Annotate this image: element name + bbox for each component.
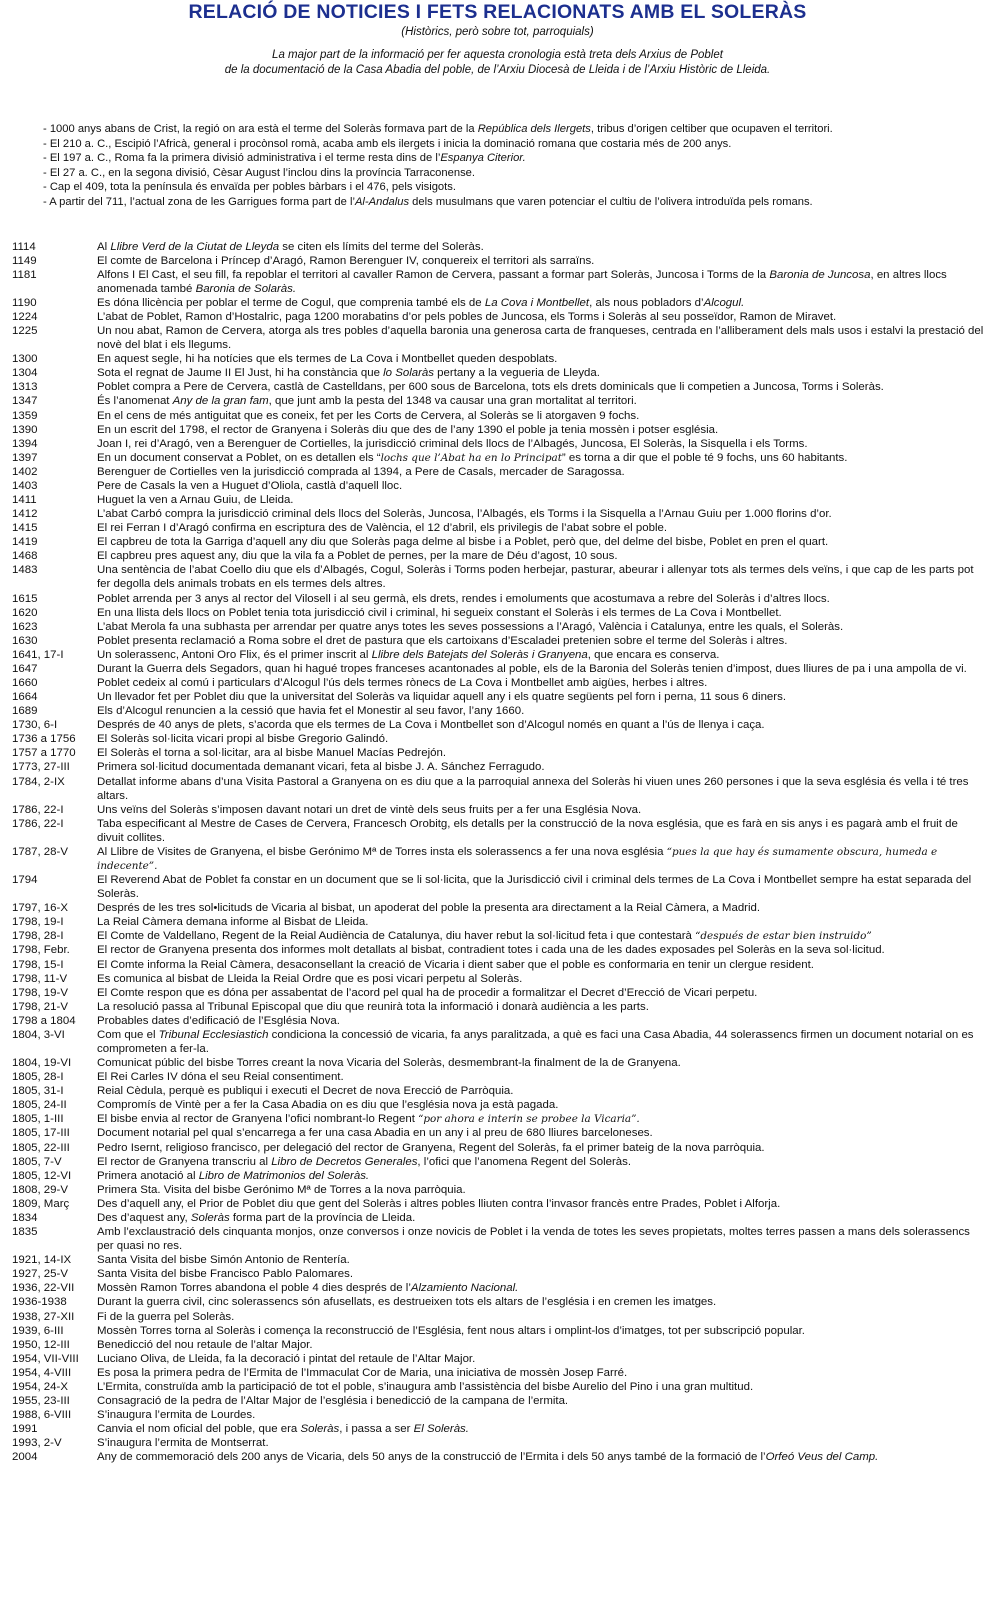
event-description: El rei Ferran I d’Aragó confirma en escriptura des de València, el 12 d’abril, els privilegis de l’abat sobre el poble. <box>97 522 668 535</box>
event-date: 1809, Març <box>12 1197 70 1210</box>
event-date: 1798, 19-V <box>12 986 68 999</box>
chronology-row <box>12 845 992 873</box>
chronology-row <box>12 1324 992 1338</box>
event-description: L’abat Carbó compra la jurisdicció criminal dels llocs del Soleràs, Juncosa, l’Albagés, els Torms i la Sisquella a l’Arnau Guiu per 1.000 florins d’or. <box>97 508 832 521</box>
chronology-row <box>12 1450 992 1464</box>
event-date: 1689 <box>12 705 38 718</box>
event-description: El Soleràs sol·licita vicari propi al bisbe Gregorio Galindó. <box>97 733 389 746</box>
chronology-row <box>12 718 992 732</box>
event-description: Luciano Oliva, de Lleida, fa la decoració i pintat del retaule de l’Altar Major. <box>97 1352 476 1365</box>
event-date: 1149 <box>12 254 37 267</box>
chronology-row <box>12 915 992 929</box>
event-description: Un nou abat, Ramon de Cervera, atorga als tres pobles d’aquella baronia una generosa carta de franqueses, centrada en l’alliberament dels mals usos i estalvi la prestació del novè del blat i els llegums. <box>97 325 984 352</box>
event-date: 1804, 19-VI <box>12 1057 72 1070</box>
chronology-row <box>12 324 992 352</box>
chronology-row <box>12 1098 992 1112</box>
event-description: És l’anomenat Any de la gran fam, que junt amb la pesta del 1348 va causar una gran mortalitat al territori. <box>97 395 637 408</box>
event-date: 1955, 23-III <box>12 1394 70 1407</box>
chronology-row <box>12 732 992 746</box>
event-description: Santa Visita del bisbe Francisco Pablo Palomares. <box>97 1268 353 1281</box>
event-description: Primera sol·licitud documentada demanant vicari, feta al bisbe J. A. Sánchez Ferragudo. <box>97 761 545 774</box>
chronology-row <box>12 1394 992 1408</box>
event-date: 1394 <box>12 437 38 450</box>
chronology-row <box>12 380 992 394</box>
prehistory-item: - A partir del 711, l’actual zona de les Garrigues forma part de l’Al-Andalus dels musulmans que varen potenciar el cultiu de l’olivera introduïda pels romans. <box>43 195 813 208</box>
chronology-row <box>12 1408 992 1422</box>
chronology-row <box>12 1422 992 1436</box>
event-date: 1805, 28-I <box>12 1071 64 1084</box>
event-description: Al Llibre de Visites de Granyena, el bisbe Gerónimo Mª de Torres insta els solerassencs a fer una nova església “pues la que hay és sumamente obscura, humeda e indecente”. <box>97 845 938 872</box>
event-description: La resolució passa al Tribunal Episcopal que diu que reunirà tota la informació i donarà audiència a les parts. <box>97 1000 649 1013</box>
event-description: Uns veïns del Soleràs s’imposen davant notari un dret de vintè dels seus fruits per a fer una Església Nova. <box>97 803 642 816</box>
event-date: 1797, 16-X <box>12 902 68 915</box>
event-description: Benedicció del nou retaule de l’altar Major. <box>97 1338 313 1351</box>
chronology-row <box>12 507 992 521</box>
event-description: Mossèn Ramon Torres abandona el poble 4 dies després de l’Alzamiento Nacional. <box>97 1282 519 1295</box>
event-description: Primera anotació al Libro de Matrimonios del Soleràs. <box>97 1169 370 1182</box>
event-date: 1954, 24-X <box>12 1380 68 1393</box>
event-date: 1623 <box>12 620 38 633</box>
event-date: 1805, 12-VI <box>12 1169 72 1182</box>
event-date: 1794 <box>12 874 38 887</box>
event-date: 1804, 3-VI <box>12 1028 65 1041</box>
event-description: Com que el Tribunal Ecclesiastich condiciona la concessió de vicaria, fa anys paralitzada, a què es faci una Casa Abadia, 44 solerassencs firmen un document notarial on es comprometen a fer-la. <box>97 1028 974 1056</box>
event-description: Berenguer de Cortielles ven la jurisdicció comprada al 1394, a Pere de Casals, mercader de Saragossa. <box>97 465 625 478</box>
chronology-row <box>12 1028 992 1056</box>
event-description: Mossèn Torres torna al Soleràs i comença la reconstrucció de l’Església, fent nous altars i omplint-los d’imatges, tot per subscripció popular. <box>97 1324 805 1337</box>
event-date: 1950, 12-III <box>12 1338 70 1351</box>
event-description: Comunicat públic del bisbe Torres creant la nova Vicaria del Soleràs, desmembrant-la finalment de la de Granyena. <box>97 1057 681 1070</box>
chronology-row <box>12 394 992 408</box>
page-header <box>0 0 995 78</box>
chronology-row <box>12 1211 992 1225</box>
event-description: En aquest segle, hi ha notícies que els termes de La Cova i Montbellet queden despoblats. <box>97 353 558 366</box>
event-date: 1798, Febr. <box>12 944 70 957</box>
event-date: 1483 <box>12 564 38 577</box>
chronology-row <box>12 479 992 493</box>
event-description: Alfons I El Cast, el seu fill, fa repoblar el territori al cavaller Ramon de Cervera, passant a formar part Soleràs, Juncosa i Torms de la Baronia de Juncosa, en altres llocs anomenada també Baronia de Solaràs. <box>97 268 947 295</box>
chronology-row <box>12 1014 992 1028</box>
chronology-row <box>12 1295 992 1309</box>
chronology-row <box>12 1112 992 1126</box>
event-date: 1347 <box>12 395 38 408</box>
event-description: El comte de Barcelona i Príncep d’Aragó, Ramon Berenguer IV, conquereix el territori als sarraïns. <box>97 254 595 267</box>
event-date: 1114 <box>12 240 36 253</box>
chronology-row <box>12 1225 992 1253</box>
event-date: 1736 a 1756 <box>12 733 76 746</box>
event-description: Reial Cèdula, perquè es publiqui i executi el Decret de nova Erecció de Parròquia. <box>97 1085 514 1098</box>
chronology-row <box>12 760 992 774</box>
event-description: Des d’aquell any, el Prior de Poblet diu que gent del Soleràs i altres pobles lliuten contra l’invasor francès entre Prades, Poblet i Alforja. <box>97 1197 781 1210</box>
chronology-row <box>12 240 992 254</box>
chronology-table <box>12 240 992 1465</box>
chronology-row <box>12 929 992 943</box>
event-date: 1412 <box>12 508 38 521</box>
chronology-row <box>12 1155 992 1169</box>
chronology-row <box>12 662 992 676</box>
event-description: En un escrit del 1798, el rector de Granyena i Soleràs diu que des de l’any 1390 el poble ja tenia mossèn i potser església. <box>97 423 719 436</box>
chronology-row <box>12 366 992 380</box>
event-description: Probables dates d’edificació de l’Església Nova. <box>97 1014 340 1027</box>
chronology-row <box>12 1366 992 1380</box>
event-description: L’Ermita, construïda amb la participació de tot el poble, s’inaugura amb l’assistència del bisbe Aurelio del Pino i una gran multitud. <box>97 1380 754 1393</box>
event-description: El Comte respon que es dóna per assabentat de l’acord pel qual ha de procedir a formalitzar el Decret d’Erecció de Vicari perpetu. <box>97 986 758 999</box>
event-date: 1225 <box>12 325 38 338</box>
event-date: 1936-1938 <box>12 1296 67 1309</box>
chronology-row <box>12 592 992 606</box>
event-description: Es dóna llicència per poblar el terme de Cogul, que comprenia també els de La Cova i Montbellet, als nous pobladors d’Alcogul. <box>97 296 745 309</box>
chronology-row <box>12 634 992 648</box>
event-description: Durant la Guerra dels Segadors, quan hi hagué tropes franceses acantonades al poble, els de la Baronia del Soleràs tenien d’impost, dues lliures de pa i una ampolla de vi. <box>97 662 967 675</box>
event-description: L’abat de Poblet, Ramon d’Hostalric, paga 1200 morabatins d’or pels pobles de Juncosa, els Torms i Soleràs al seu posseïdor, Ramon de Miravet. <box>97 310 837 323</box>
event-date: 1798, 19-I <box>12 916 64 929</box>
prehistory-item: - 1000 anys abans de Crist, la regió on ara està el terme del Soleràs formava part de la República dels Ilergets, tribus d’origen celtiber que ocupaven el territori. <box>43 123 833 135</box>
chronology-row <box>12 549 992 563</box>
chronology-row <box>12 437 992 451</box>
event-date: 1402 <box>12 465 38 478</box>
event-description: Un solerassenc, Antoni Oro Flix, és el primer inscrit al Llibre dels Batejats del Soleràs i Granyena, que encara es conserva. <box>97 648 720 661</box>
event-description: En un document conservat a Poblet, on es detallen els “lochs que l’Abat ha en lo Principat” es torna a dir que el poble té 9 fochs, uns 60 habitants. <box>97 451 848 464</box>
chronology-row <box>12 1169 992 1183</box>
event-description: El Comte informa la Reial Càmera, desaconsellant la creació de Vicaria i dient saber que el poble es conformaria en tenir un clergue resident. <box>97 958 814 971</box>
event-date: 1359 <box>12 409 38 422</box>
event-date: 1993, 2-V <box>12 1437 62 1450</box>
event-date: 1773, 27-III <box>12 761 70 774</box>
event-date: 1757 a 1770 <box>12 747 76 760</box>
event-description: Al Llibre Verd de la Ciutat de Lleyda se citen els límits del terme del Soleràs. <box>97 240 484 253</box>
chronology-row <box>12 704 992 718</box>
chronology-row <box>12 1056 992 1070</box>
chronology-row <box>12 1436 992 1450</box>
event-date: 1798, 28-I <box>12 930 64 943</box>
chronology-row <box>12 493 992 507</box>
event-description: Després de 40 anys de plets, s’acorda que els termes de La Cova i Montbellet son d’Alcogul només en quant a l’ús de llenya i caça. <box>97 719 765 732</box>
event-date: 1991 <box>12 1423 38 1436</box>
chronology-row <box>12 1070 992 1084</box>
event-description: El Rei Carles IV dóna el seu Reial consentiment. <box>97 1071 344 1084</box>
chronology-row <box>12 1000 992 1014</box>
chronology-row <box>12 986 992 1000</box>
chronology-row <box>12 958 992 972</box>
event-description: Taba especificant al Mestre de Cases de Cervera, Francesch Orobitg, els detalls per la construcció de la nova església, que es farà en sis anys i es pagarà amb el fruit de divuit collites. <box>97 817 958 844</box>
event-description: En el cens de més antiguitat que es coneix, fet per les Corts de Cervera, al Soleràs se li atorgaven 9 fochs. <box>97 409 640 422</box>
event-date: 1805, 22-III <box>12 1141 70 1154</box>
event-date: 1798, 15-I <box>12 958 64 971</box>
event-date: 1304 <box>12 367 38 380</box>
event-date: 1786, 22-I <box>12 803 64 816</box>
event-description: Compromís de Vintè per a fer la Casa Abadia on es diu que l’església nova ja està pagada. <box>97 1099 559 1112</box>
event-description: El capbreu pres aquest any, diu que la vila fa a Poblet de pernes, per la mare de Déu d’agost, 10 sous. <box>97 550 618 563</box>
event-description: L’abat Merola fa una subhasta per arrendar per quatre anys totes les seves possessions a l’Aragó, València i Catalunya, entre les quals, el Soleràs. <box>97 620 844 633</box>
event-description: Poblet compra a Pere de Cervera, castlà de Castelldans, per 600 sous de Barcelona, tots els drets dominicals que li competien a Juncosa, Torms i Soleràs. <box>97 381 884 394</box>
event-date: 1403 <box>12 479 38 492</box>
event-description: Es comunica al bisbat de Lleida la Reial Ordre que es posi vicari perpetu al Soleràs. <box>97 972 523 985</box>
chronology-row <box>12 1141 992 1155</box>
event-description: Canvia el nom oficial del poble, que era Soleràs, i passa a ser El Soleràs. <box>97 1423 469 1436</box>
event-description: Detallat informe abans d’una Visita Pastoral a Granyena on es diu que a la parroquial annexa del Soleràs hi viuen unes 260 persones i que la seva església és vella i té tres altars. <box>97 775 969 802</box>
event-description: El bisbe envia al rector de Granyena l’ofici nombrant-lo Regent “por ahora e interin se probee la Vicaria”. <box>97 1113 640 1126</box>
event-date: 1798 a 1804 <box>12 1014 76 1027</box>
event-date: 1834 <box>12 1211 38 1224</box>
chronology-row <box>12 803 992 817</box>
chronology-row <box>12 1352 992 1366</box>
page-title: RELACIÓ DE NOTICIES I FETS RELACIONATS AMB EL SOLERÀS <box>188 1 807 23</box>
event-description: Un llevador fet per Poblet diu que la universitat del Soleràs va liquidar aquell any i els quatre següents pel forn i perna, 11 sous 6 diners. <box>97 691 786 704</box>
event-date: 1954, 4-VIII <box>12 1366 72 1379</box>
event-date: 1468 <box>12 550 38 563</box>
source-note <box>0 48 995 78</box>
event-description: El Reverend Abat de Poblet fa constar en un document que se li sol·licita, que la Jurisdicció civil i criminal dels termes de La Cova i Montbellet sempre ha estat separada del Soleràs. <box>97 874 972 901</box>
event-date: 2004 <box>12 1451 38 1464</box>
prehistory-item: - El 210 a. C., Escipió l’Africà, general i procònsol romà, acaba amb els ilergets i inicia la dominació romana que costaria més de 200 anys. <box>43 137 732 150</box>
event-date: 1939, 6-III <box>12 1324 64 1337</box>
event-date: 1664 <box>12 691 38 704</box>
event-description: Santa Visita del bisbe Simón Antonio de Rentería. <box>97 1254 350 1267</box>
event-date: 1938, 27-XII <box>12 1310 75 1323</box>
prehistory-list <box>43 122 988 210</box>
prehistory-item: - El 27 a. C., en la segona divisió, Cèsar August l’inclou dins la província Tarraconense. <box>43 166 475 179</box>
event-date: 1397 <box>12 451 38 464</box>
event-description: Joan I, rei d’Aragó, ven a Berenguer de Cortielles, la jurisdicció criminal dels llocs de l’Albagés, Juncosa, El Soleràs, la Sisquella i els Torms. <box>97 437 808 450</box>
event-date: 1927, 25-V <box>12 1268 68 1281</box>
chronology-row <box>12 563 992 591</box>
event-description: Es posa la primera pedra de l’Ermita de l’Immaculat Cor de Maria, una iniciativa de mossèn Josep Farré. <box>97 1366 628 1379</box>
chronology-row <box>12 1380 992 1394</box>
chronology-row <box>12 690 992 704</box>
event-date: 1390 <box>12 423 38 436</box>
event-date: 1805, 31-I <box>12 1085 64 1098</box>
event-description: Poblet arrenda per 3 anys al rector del Vilosell i al seu germà, els drets, rendes i emoluments que acostumava a rebre del Soleràs i d’altres llocs. <box>97 592 830 605</box>
event-date: 1615 <box>12 592 38 605</box>
event-date: 1415 <box>12 522 38 535</box>
chronology-row <box>12 1281 992 1295</box>
event-date: 1954, VII-VIII <box>12 1352 79 1365</box>
event-date: 1190 <box>12 296 37 309</box>
event-description: Des d’aquest any, Soleràs forma part de la província de Lleida. <box>97 1211 416 1224</box>
event-description: Poblet cedeix al comú i particulars d’Alcogul l’ús dels termes rònecs de La Cova i Montbellet amb aigües, herbes i altres. <box>97 676 708 689</box>
chronology-row <box>12 1197 992 1211</box>
event-description: En una llista dels llocs on Poblet tenia tota jurisdicció civil i criminal, hi segueix constant el Soleràs i els termes de La Cova i Montbellet. <box>97 606 782 619</box>
event-date: 1300 <box>12 353 38 366</box>
event-description: Amb l’exclaustració dels cinquanta monjos, onze conversos i onze novicis de Poblet i la venda de totes les seves propietats, moltes terres passen a mans dels solerassencs per quasi no res. <box>97 1226 970 1253</box>
chronology-row <box>12 409 992 423</box>
chronology-row <box>12 620 992 634</box>
event-description: S’inaugura l’ermita de Lourdes. <box>97 1409 256 1422</box>
event-description: Pedro Isernt, religioso francisco, per delegació del rector de Granyena, Regent del Soleràs, fa el primer bateig de la nova parròquia. <box>97 1141 765 1154</box>
chronology-row <box>12 352 992 366</box>
event-description: El rector de Granyena presenta dos informes molt detallats al bisbat, contradient totes i cada una de les dades exposades pel Soleràs en la seva sol·licitud. <box>97 944 885 957</box>
event-date: 1641, 17-I <box>12 648 64 661</box>
prehistory-item: - Cap el 409, tota la península és envaïda per pobles bàrbars i el 476, pels visigots. <box>43 181 456 194</box>
event-date: 1798, 21-V <box>12 1000 68 1013</box>
chronology-row <box>12 1310 992 1324</box>
event-date: 1787, 28-V <box>12 845 68 858</box>
source-note-line: La major part de la informació per fer aquesta cronologia està treta dels Arxius de Poblet <box>272 49 723 61</box>
chronology-row <box>12 676 992 690</box>
event-date: 1411 <box>12 493 37 506</box>
event-date: 1808, 29-V <box>12 1183 68 1196</box>
chronology-row <box>12 254 992 268</box>
event-description: Durant la guerra civil, cinc solerassencs són afusellats, es destrueixen tots els altars de l’església i en cremen les imatges. <box>97 1296 717 1309</box>
chronology-row <box>12 901 992 915</box>
event-date: 1313 <box>12 381 38 394</box>
chronology-row <box>12 972 992 986</box>
event-date: 1786, 22-I <box>12 817 64 830</box>
event-description: El capbreu de tota la Garriga d’aquell any diu que Soleràs paga delme al bisbe i a Poblet, però que, del delme del bisbe, Poblet en pren el quart. <box>97 536 829 549</box>
chronology-row <box>12 1338 992 1352</box>
event-date: 1224 <box>12 310 38 323</box>
chronology-row <box>12 423 992 437</box>
chronology-row <box>12 1126 992 1140</box>
chronology-row <box>12 451 992 465</box>
chronology-row <box>12 1183 992 1197</box>
source-note-line: de la documentació de la Casa Abadia del poble, de l’Arxiu Diocesà de Lleida i de l’Arxiu Històric de Lleida. <box>224 64 771 76</box>
event-date: 1921, 14-IX <box>12 1254 72 1267</box>
chronology-row <box>12 535 992 549</box>
event-date: 1730, 6-I <box>12 719 58 732</box>
event-description: Després de les tres sol•licituds de Vicaria al bisbat, un apoderat del poble la presenta ara directament a la Reial Càmera, a Madrid. <box>97 902 761 915</box>
event-date: 1419 <box>12 536 38 549</box>
chronology-row <box>12 817 992 845</box>
event-description: Document notarial pel qual s’encarrega a fer una casa Abadia en un any i al preu de 680 lliures barceloneses. <box>97 1127 653 1140</box>
chronology-row <box>12 746 992 760</box>
chronology-row <box>12 465 992 479</box>
event-description: El Comte de Valdellano, Regent de la Reial Audiència de Catalunya, diu haver rebut la sol·licitud feta i que contestarà “después de estar bien instruido” <box>97 930 872 943</box>
chronology-row <box>12 943 992 957</box>
event-description: Any de commemoració dels 200 anys de Vicaria, dels 50 anys de la construcció de l’Ermita i dels 50 anys també de la formació de l’Orfeó Veus del Camp. <box>97 1451 879 1464</box>
prehistory-item: - El 197 a. C., Roma fa la primera divisió administrativa i el terme resta dins de l’Espanya Citerior. <box>43 152 526 165</box>
chronology-row <box>12 775 992 803</box>
chronology-row <box>12 873 992 901</box>
event-date: 1784, 2-IX <box>12 775 65 788</box>
event-date: 1798, 11-V <box>12 972 68 985</box>
event-date: 1805, 17-III <box>12 1127 70 1140</box>
event-description: Fi de la guerra pel Soleràs. <box>97 1310 235 1323</box>
event-description: Els d’Alcogul renuncien a la cessió que havia fet el Monestir al seu favor, l’any 1660. <box>97 705 525 718</box>
event-description: Pere de Casals la ven a Huguet d’Oliola, castlà d’aquell lloc. <box>97 479 403 492</box>
event-date: 1805, 7-V <box>12 1155 62 1168</box>
chronology-row <box>12 296 992 310</box>
event-description: Primera Sta. Visita del bisbe Gerónimo Mª de Torres a la nova parròquia. <box>97 1183 466 1196</box>
event-date: 1936, 22-VII <box>12 1282 75 1295</box>
chronology-row <box>12 648 992 662</box>
chronology-row <box>12 1084 992 1098</box>
chronology-row <box>12 1253 992 1267</box>
chronology-row <box>12 1267 992 1281</box>
page-subtitle: (Històrics, però sobre tot, parroquials) <box>401 26 594 38</box>
chronology-row <box>12 268 992 296</box>
event-date: 1805, 1-III <box>12 1113 64 1126</box>
event-date: 1835 <box>12 1226 38 1239</box>
event-description: El Soleràs el torna a sol·licitar, ara al bisbe Manuel Macías Pedrejón. <box>97 747 447 760</box>
chronology-row <box>12 310 992 324</box>
event-description: Consagració de la pedra de l’Altar Major de l’església i benedicció de la campana de l’ermita. <box>97 1394 569 1407</box>
event-description: El rector de Granyena transcriu al Libro de Decretos Generales, l’ofici que l’anomena Regent del Soleràs. <box>97 1155 632 1168</box>
event-description: Poblet presenta reclamació a Roma sobre el dret de pastura que els cartoixans d’Escaladei pretenien sobre el terme del Soleràs i altres. <box>97 634 788 647</box>
event-date: 1805, 24-II <box>12 1099 67 1112</box>
event-date: 1181 <box>12 268 37 281</box>
event-date: 1620 <box>12 606 38 619</box>
event-date: 1660 <box>12 676 38 689</box>
event-description: S’inaugura l’ermita de Montserrat. <box>97 1437 269 1450</box>
event-description: La Reial Càmera demana informe al Bisbat de Lleida. <box>97 916 369 929</box>
event-date: 1630 <box>12 634 38 647</box>
event-description: Una sentència de l’abat Coello diu que els d’Albagés, Cogul, Soleràs i Torms poden herbejar, pasturar, abeurar i allenyar tots als termes dels veïns, i que cap de les parts pot fer degolla dels animals trobats en els termes dels altres. <box>97 564 974 591</box>
event-description: Sota el regnat de Jaume II El Just, hi ha constància que lo Solaràs pertany a la vegueria de Lleyda. <box>97 367 600 380</box>
event-description: Huguet la ven a Arnau Guiu, de Lleida. <box>97 493 294 506</box>
event-date: 1647 <box>12 662 38 675</box>
chronology-row <box>12 606 992 620</box>
event-date: 1988, 6-VIII <box>12 1409 72 1422</box>
chronology-row <box>12 521 992 535</box>
